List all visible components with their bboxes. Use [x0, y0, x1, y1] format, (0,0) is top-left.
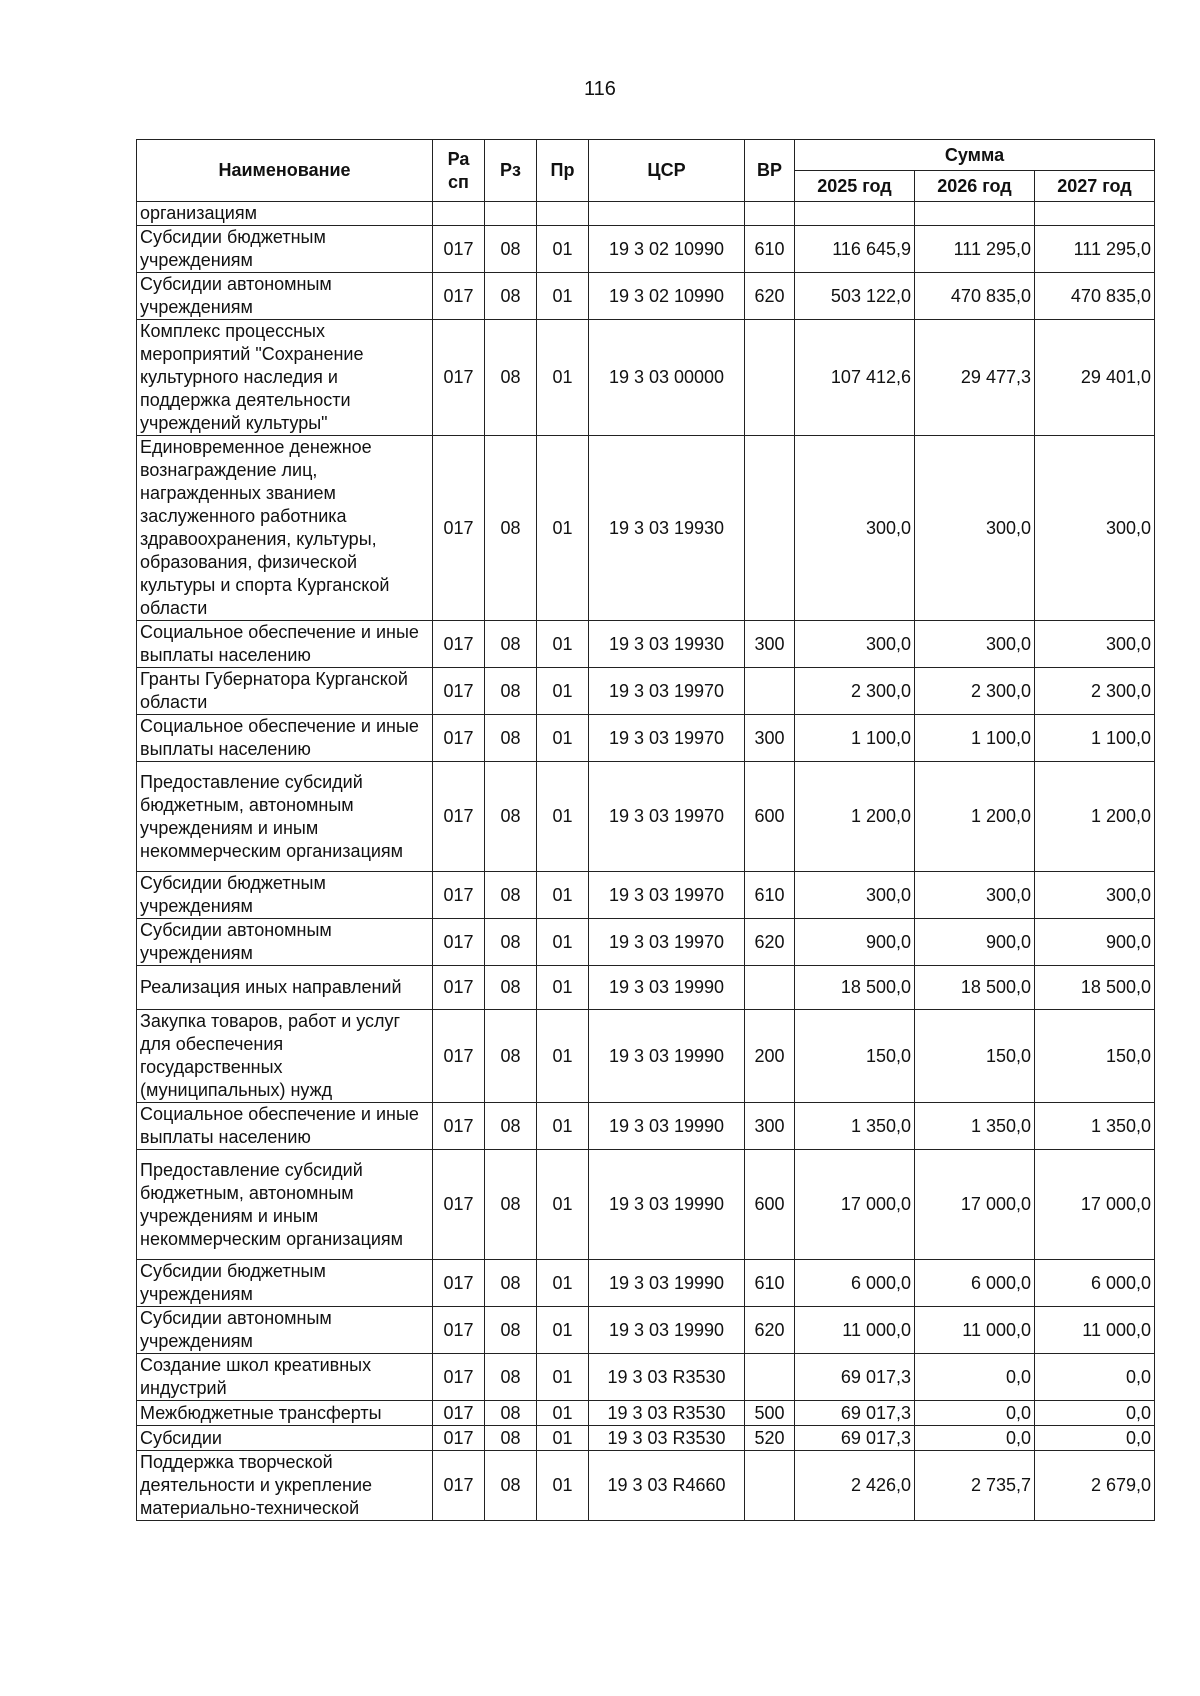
row-sum-2027: 0,0 [1035, 1426, 1155, 1451]
row-sum-2027: 18 500,0 [1035, 966, 1155, 1010]
row-rasp: 017 [433, 1426, 485, 1451]
table-row [137, 1260, 1155, 1307]
table-body [137, 202, 1155, 1521]
row-sum-2027: 17 000,0 [1035, 1150, 1155, 1260]
row-csr: 19 3 03 19990 [589, 966, 745, 1010]
row-vr: 520 [745, 1426, 795, 1451]
row-pr: 01 [537, 436, 589, 621]
row-csr: 19 3 03 R3530 [589, 1401, 745, 1426]
row-csr: 19 3 03 19970 [589, 919, 745, 966]
row-pr: 01 [537, 273, 589, 320]
row-pr: 01 [537, 668, 589, 715]
row-sum-2025: 11 000,0 [795, 1307, 915, 1354]
table-row [137, 621, 1155, 668]
row-pr: 01 [537, 715, 589, 762]
row-sum-2025: 2 426,0 [795, 1451, 915, 1521]
row-rasp: 017 [433, 919, 485, 966]
row-sum-2027: 470 835,0 [1035, 273, 1155, 320]
row-vr [745, 1354, 795, 1401]
row-name: Субсидии бюджетным учреждениям [137, 226, 433, 273]
row-csr: 19 3 03 19930 [589, 621, 745, 668]
row-csr: 19 3 02 10990 [589, 273, 745, 320]
row-rasp: 017 [433, 273, 485, 320]
row-sum-2026: 900,0 [915, 919, 1035, 966]
row-rz: 08 [485, 1103, 537, 1150]
row-vr: 300 [745, 1103, 795, 1150]
row-sum-2026: 17 000,0 [915, 1150, 1035, 1260]
row-sum-2027: 2 679,0 [1035, 1451, 1155, 1521]
row-sum-2026: 0,0 [915, 1426, 1035, 1451]
row-csr: 19 3 03 R4660 [589, 1451, 745, 1521]
row-sum-2026: 300,0 [915, 621, 1035, 668]
row-csr: 19 3 03 19990 [589, 1010, 745, 1103]
row-name: Единовременное денежное вознаграждение лиц, награжденных званием заслуженного работника здравоохранения, культуры, образования, физической культуры и спорта Курганской области [137, 436, 433, 621]
header-2025: 2025 год [795, 171, 915, 202]
row-sum-2027: 1 350,0 [1035, 1103, 1155, 1150]
row-sum-2027: 1 100,0 [1035, 715, 1155, 762]
row-sum-2025: 300,0 [795, 872, 915, 919]
row-sum-2026: 29 477,3 [915, 320, 1035, 436]
row-sum-2026: 1 350,0 [915, 1103, 1035, 1150]
row-csr: 19 3 03 19970 [589, 668, 745, 715]
row-name: Социальное обеспечение и иные выплаты населению [137, 1103, 433, 1150]
row-rz: 08 [485, 715, 537, 762]
row-pr: 01 [537, 1451, 589, 1521]
row-sum-2025: 300,0 [795, 436, 915, 621]
row-name: Социальное обеспечение и иные выплаты населению [137, 621, 433, 668]
row-sum-2025: 1 100,0 [795, 715, 915, 762]
row-rasp: 017 [433, 715, 485, 762]
row-sum-2025: 1 350,0 [795, 1103, 915, 1150]
table-row [137, 320, 1155, 436]
row-vr: 620 [745, 1307, 795, 1354]
row-name: Субсидии автономным учреждениям [137, 273, 433, 320]
table-row [137, 872, 1155, 919]
row-name: Субсидии бюджетным учреждениям [137, 1260, 433, 1307]
row-rasp: 017 [433, 1150, 485, 1260]
header-pr: Пр [537, 140, 589, 202]
page-number: 116 [584, 78, 616, 100]
header-csr: ЦСР [589, 140, 745, 202]
table-row [137, 919, 1155, 966]
row-sum-2026: 2 300,0 [915, 668, 1035, 715]
row-sum-2026: 150,0 [915, 1010, 1035, 1103]
row-rasp: 017 [433, 1307, 485, 1354]
row-sum-2026: 300,0 [915, 436, 1035, 621]
table-row [137, 1451, 1155, 1521]
table-row [137, 966, 1155, 1010]
row-sum-2025: 300,0 [795, 621, 915, 668]
row-sum-2025: 18 500,0 [795, 966, 915, 1010]
row-rasp: 017 [433, 762, 485, 872]
row-sum-2025: 69 017,3 [795, 1401, 915, 1426]
row-sum-2027: 2 300,0 [1035, 668, 1155, 715]
row-rasp: 017 [433, 320, 485, 436]
row-pr: 01 [537, 919, 589, 966]
row-sum-2025: 69 017,3 [795, 1354, 915, 1401]
row-sum-2027: 0,0 [1035, 1401, 1155, 1426]
table-row [137, 762, 1155, 872]
row-pr [537, 202, 589, 226]
row-sum-2027: 300,0 [1035, 436, 1155, 621]
row-name: Предоставление субсидий бюджетным, автономным учреждениям и иным некоммерческим организациям [137, 762, 433, 872]
row-sum-2026 [915, 202, 1035, 226]
row-csr: 19 3 03 19990 [589, 1307, 745, 1354]
table-row [137, 1426, 1155, 1451]
row-sum-2026: 111 295,0 [915, 226, 1035, 273]
row-sum-2027: 1 200,0 [1035, 762, 1155, 872]
row-pr: 01 [537, 621, 589, 668]
row-vr [745, 966, 795, 1010]
row-rz: 08 [485, 1451, 537, 1521]
row-sum-2027: 0,0 [1035, 1354, 1155, 1401]
table-row [137, 1354, 1155, 1401]
row-vr: 200 [745, 1010, 795, 1103]
row-sum-2025: 900,0 [795, 919, 915, 966]
row-rasp: 017 [433, 621, 485, 668]
table-row [137, 1010, 1155, 1103]
header-2026: 2026 год [915, 171, 1035, 202]
row-rz: 08 [485, 436, 537, 621]
row-rz: 08 [485, 273, 537, 320]
row-rz: 08 [485, 872, 537, 919]
row-sum-2027: 300,0 [1035, 872, 1155, 919]
row-name: Закупка товаров, работ и услуг для обеспечения государственных (муниципальных) нужд [137, 1010, 433, 1103]
row-sum-2026: 18 500,0 [915, 966, 1035, 1010]
row-vr: 300 [745, 715, 795, 762]
row-rasp: 017 [433, 1260, 485, 1307]
row-rz: 08 [485, 1354, 537, 1401]
row-name: Создание школ креативных индустрий [137, 1354, 433, 1401]
row-csr: 19 3 03 00000 [589, 320, 745, 436]
row-name: Субсидии автономным учреждениям [137, 1307, 433, 1354]
row-vr [745, 202, 795, 226]
row-sum-2026: 470 835,0 [915, 273, 1035, 320]
row-vr: 610 [745, 872, 795, 919]
row-sum-2026: 0,0 [915, 1401, 1035, 1426]
row-rz: 08 [485, 1401, 537, 1426]
row-vr: 600 [745, 762, 795, 872]
row-csr: 19 3 03 19930 [589, 436, 745, 621]
row-sum-2026: 1 100,0 [915, 715, 1035, 762]
table-row [137, 226, 1155, 273]
table-row [137, 1401, 1155, 1426]
row-vr [745, 320, 795, 436]
row-csr: 19 3 03 19970 [589, 762, 745, 872]
row-name: Поддержка творческой деятельности и укрепление материально-технической [137, 1451, 433, 1521]
table-row [137, 1307, 1155, 1354]
row-rasp: 017 [433, 1103, 485, 1150]
header-2027: 2027 год [1035, 171, 1155, 202]
row-sum-2025: 69 017,3 [795, 1426, 915, 1451]
row-sum-2027: 300,0 [1035, 621, 1155, 668]
header-rz: Рз [485, 140, 537, 202]
row-rasp: 017 [433, 436, 485, 621]
row-sum-2027: 29 401,0 [1035, 320, 1155, 436]
row-pr: 01 [537, 762, 589, 872]
row-sum-2025: 107 412,6 [795, 320, 915, 436]
table-row [137, 273, 1155, 320]
row-vr: 500 [745, 1401, 795, 1426]
row-csr: 19 3 03 19990 [589, 1260, 745, 1307]
row-name: Предоставление субсидий бюджетным, автономным учреждениям и иным некоммерческим организациям [137, 1150, 433, 1260]
row-sum-2027 [1035, 202, 1155, 226]
row-rz [485, 202, 537, 226]
row-vr [745, 668, 795, 715]
header-sum: Сумма [795, 140, 1155, 171]
row-rz: 08 [485, 762, 537, 872]
row-sum-2026: 0,0 [915, 1354, 1035, 1401]
row-sum-2027: 150,0 [1035, 1010, 1155, 1103]
budget-table [136, 139, 1155, 1521]
row-name: Субсидии бюджетным учреждениям [137, 872, 433, 919]
row-rasp [433, 202, 485, 226]
row-csr: 19 3 03 R3530 [589, 1354, 745, 1401]
row-rz: 08 [485, 320, 537, 436]
row-csr: 19 3 03 19970 [589, 715, 745, 762]
row-sum-2025: 1 200,0 [795, 762, 915, 872]
row-pr: 01 [537, 320, 589, 436]
row-sum-2027: 111 295,0 [1035, 226, 1155, 273]
header-rasp: Ра сп [433, 140, 485, 202]
row-csr: 19 3 03 19990 [589, 1103, 745, 1150]
row-name: Комплекс процессных мероприятий "Сохранение культурного наследия и поддержка деятельности учреждений культуры" [137, 320, 433, 436]
row-rasp: 017 [433, 1401, 485, 1426]
row-vr: 620 [745, 919, 795, 966]
row-sum-2027: 900,0 [1035, 919, 1155, 966]
row-vr: 620 [745, 273, 795, 320]
row-rasp: 017 [433, 966, 485, 1010]
row-vr [745, 1451, 795, 1521]
row-rasp: 017 [433, 1354, 485, 1401]
row-rasp: 017 [433, 1451, 485, 1521]
row-sum-2025: 150,0 [795, 1010, 915, 1103]
row-pr: 01 [537, 966, 589, 1010]
row-vr: 300 [745, 621, 795, 668]
table-row [137, 436, 1155, 621]
row-sum-2026: 11 000,0 [915, 1307, 1035, 1354]
row-sum-2025: 2 300,0 [795, 668, 915, 715]
row-rasp: 017 [433, 1010, 485, 1103]
row-csr: 19 3 02 10990 [589, 226, 745, 273]
row-rz: 08 [485, 1260, 537, 1307]
row-csr [589, 202, 745, 226]
row-rz: 08 [485, 226, 537, 273]
row-pr: 01 [537, 1260, 589, 1307]
table-row [137, 1150, 1155, 1260]
row-sum-2026: 2 735,7 [915, 1451, 1035, 1521]
header-name: Наименование [137, 140, 433, 202]
table-row [137, 202, 1155, 226]
row-name: Межбюджетные трансферты [137, 1401, 433, 1426]
row-pr: 01 [537, 1010, 589, 1103]
row-sum-2025: 17 000,0 [795, 1150, 915, 1260]
row-rasp: 017 [433, 872, 485, 919]
row-name: Субсидии автономным учреждениям [137, 919, 433, 966]
row-rz: 08 [485, 1010, 537, 1103]
row-sum-2025: 503 122,0 [795, 273, 915, 320]
table-header [137, 140, 1155, 202]
row-vr: 600 [745, 1150, 795, 1260]
row-name: Гранты Губернатора Курганской области [137, 668, 433, 715]
row-vr: 610 [745, 1260, 795, 1307]
row-sum-2027: 6 000,0 [1035, 1260, 1155, 1307]
row-sum-2027: 11 000,0 [1035, 1307, 1155, 1354]
row-csr: 19 3 03 19970 [589, 872, 745, 919]
row-rz: 08 [485, 668, 537, 715]
row-pr: 01 [537, 1354, 589, 1401]
row-rasp: 017 [433, 668, 485, 715]
row-rz: 08 [485, 919, 537, 966]
row-name: Реализация иных направлений [137, 966, 433, 1010]
row-vr [745, 436, 795, 621]
row-pr: 01 [537, 1307, 589, 1354]
table-row [137, 715, 1155, 762]
row-name: Субсидии [137, 1426, 433, 1451]
row-rz: 08 [485, 1307, 537, 1354]
row-rz: 08 [485, 1150, 537, 1260]
row-pr: 01 [537, 1103, 589, 1150]
row-rz: 08 [485, 621, 537, 668]
row-sum-2026: 6 000,0 [915, 1260, 1035, 1307]
header-vr: ВР [745, 140, 795, 202]
row-sum-2025: 6 000,0 [795, 1260, 915, 1307]
row-rz: 08 [485, 966, 537, 1010]
row-sum-2026: 300,0 [915, 872, 1035, 919]
row-pr: 01 [537, 1150, 589, 1260]
row-sum-2026: 1 200,0 [915, 762, 1035, 872]
row-csr: 19 3 03 19990 [589, 1150, 745, 1260]
row-pr: 01 [537, 226, 589, 273]
row-rasp: 017 [433, 226, 485, 273]
row-csr: 19 3 03 R3530 [589, 1426, 745, 1451]
row-name: Социальное обеспечение и иные выплаты населению [137, 715, 433, 762]
row-pr: 01 [537, 1401, 589, 1426]
row-pr: 01 [537, 872, 589, 919]
row-pr: 01 [537, 1426, 589, 1451]
row-sum-2025: 116 645,9 [795, 226, 915, 273]
row-rz: 08 [485, 1426, 537, 1451]
row-name: организациям [137, 202, 433, 226]
row-sum-2025 [795, 202, 915, 226]
row-vr: 610 [745, 226, 795, 273]
table-row [137, 668, 1155, 715]
table-row [137, 1103, 1155, 1150]
